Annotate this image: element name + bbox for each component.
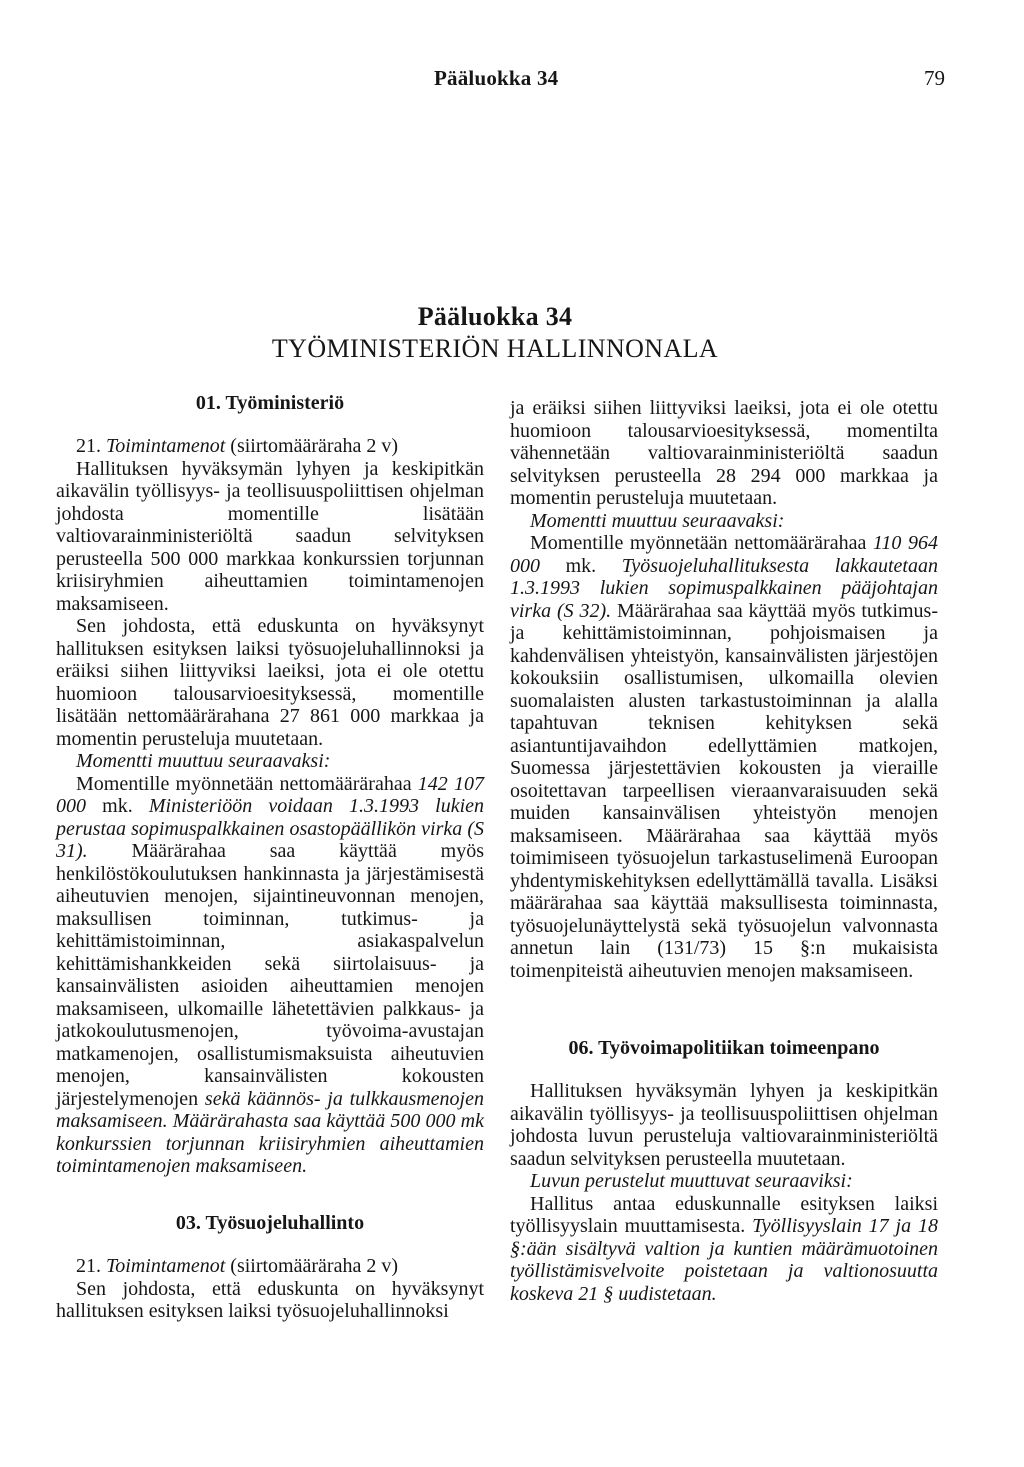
section-01-item-no: 21. (76, 435, 101, 457)
section-03-body-right (510, 397, 938, 982)
section-03-p2-c: mk. (540, 554, 622, 577)
section-01-p3-d: Ministeriöön voidaan 1.3.1993 lukien perustaa sopimuspalkkainen osastopäällikön virka (S 31). (56, 795, 484, 862)
section-01-paragraph-2: Sen johdosta, että eduskunta on hyväksynyt hallituksen esityksen laiksi työsuojeluhallinnoksi ja eräiksi siihen liittyviksi laeiksi, jota ei ole otettu huomioon talousarvioesityksessä, momentille lisätään nettomäärärahana 27 861 000 markkaa ja momentin perusteluja muutetaan. (56, 615, 484, 750)
section-03-paragraph-1-start: Sen johdosta, että eduskunta on hyväksynyt hallituksen esityksen laiksi työsuojeluhallinnoksi (56, 1277, 484, 1322)
section-03-item-desc: (siirtomääräraha 2 v) (225, 1255, 398, 1277)
section-06-p2-b: Työllisyyslain 17 ja 18 §:ään sisältyvä valtion ja kuntien määrämuotoinen työllistämisvelvoite poistetaan ja valtionosuutta koskeva 21 § uudistetaan. (510, 1215, 938, 1305)
section-03-p2-a: Momentille myönnetään nettomäärärahaa (530, 532, 873, 554)
section-03-item-title: Toimintamenot (106, 1255, 226, 1277)
section-01-heading: 01. Työministeriö (195, 392, 345, 414)
section-01-item-desc: (siirtomääräraha 2 v) (225, 435, 398, 457)
chapter-number: Pääluokka 34 (417, 302, 573, 331)
section-03-heading: 03. Työsuojeluhallinto (175, 1212, 365, 1234)
section-01-p3-a: Momentille myönnetään nettomäärärahaa (76, 772, 418, 795)
section-06-p2-a: Hallitus antaa eduskunnalle esityksen laiksi työllisyyslain muuttamisesta. (510, 1192, 938, 1237)
section-03-paragraph-1-continued: ja eräiksi siihen liittyviksi laeiksi, jota ei ole otettu huomioon talousarvioesityksessä, momentilta vähennetään valtiovarainministeriöltä saadun selvityksen perusteella 28 294 000 markkaa ja momentin perusteluja muutetaan. (510, 397, 938, 509)
section-06-changes-label: Luvun perustelut muuttuvat seuraaviksi: (530, 1170, 853, 1192)
section-01-item-line (56, 435, 484, 458)
section-03-item-no: 21. (76, 1255, 101, 1277)
section-03-p2-e: Määrärahaa saa käyttää myös tutkimus- ja kehittämistoiminnan, pohjoismaisen ja kahdenvälisen yhteistyön, kansainvälisten järjestöjen kokouksiin osallistumisen, ulkomailla olevien suomalaisten alusten tarkastustoiminnan ja alalla tapahtuvan teknisen kehityksen sekä asiantuntijavaihdon edellyttämien matkojen, Suomessa järjestettävien kokousten ja vieraille osoitettavan tarpeellisen vieraanvaraisuuden sekä muiden kansainvälisen yhteistyön menojen maksamiseen. Määrärahaa saa käyttää myös toimimiseen työsuojelun tarkastuselimenä Euroopan yhdentymiskehityksen edellyttämällä tavalla. Lisäksi määrärahaa saa käyttää maksullisesta toiminnasta, työsuojelunäyttelystä sekä työsuojelun valvonnasta annetun lain (131/73) 15 §:n mukaisista toimenpiteistä aiheutuvien menojen maksamiseen. (510, 599, 938, 982)
section-01-changes-label: Momentti muuttuu seuraavaksi: (76, 750, 331, 772)
section-06-heading-wrap (510, 1037, 938, 1060)
section-01-p3-c: mk. (86, 795, 149, 817)
section-03-body-left (56, 1255, 484, 1323)
section-03-item-line (56, 1255, 484, 1278)
section-03-p2-d: Työsuojeluhallituksesta lakkautetaan 1.3.1993 lukien sopimuspalkkainen pääjohtajan virka (S 32). (510, 554, 938, 622)
section-03-heading-wrap (56, 1212, 484, 1235)
chapter-title: TYÖMINISTERIÖN HALLINNONALA (271, 334, 719, 363)
section-03-p2-amount: 110 964 000 (510, 532, 938, 577)
section-06-paragraph-1: Hallituksen hyväksymän lyhyen ja keskipitkän aikavälin työllisyys- ja teollisuuspoliittisen ohjelman johdosta luvun perusteluja valtiovarainministeriöltä saadun selvityksen perusteella muutetaan. (510, 1080, 938, 1170)
section-03-changes-label: Momentti muuttuu seuraavaksi: (530, 509, 785, 532)
section-01-heading-wrap (56, 392, 484, 415)
running-head-title: Pääluokka 34 (434, 66, 559, 90)
section-01-paragraph-3 (56, 773, 484, 1178)
section-01-item-title: Toimintamenot (106, 435, 226, 457)
running-head (0, 66, 1024, 94)
section-01-paragraph-1: Hallituksen hyväksymän lyhyen ja keskipitkän aikavälin työllisyys- ja teollisuuspoliittisen ohjelman johdosta momentille lisätään valtiovarainministeriöltä saadun selvityksen perusteella 500 000 markkaa konkurssien torjunnan kriisiryhmien aiheuttamien toimintamenojen maksamiseen. (56, 457, 484, 615)
section-01-p3-f: sekä käännös- ja tulkkausmenojen maksamiseen. Määrärahasta saa käyttää 500 000 mk konkurssien torjunnan kriisiryhmien aiheuttamien toimintamenojen maksamiseen. (56, 1087, 484, 1177)
section-01-p3-e: Määrärahaa saa käyttää myös henkilöstökoulutuksen hankinnasta ja järjestämisestä aiheutuvien menojen, sijaintineuvonnan menojen, maksullisen toiminnan, tutkimus- ja kehittämistoiminnan, asiakaspalvelun kehittämishankkeiden sekä siirtolaisuus- ja kansainvälisten asioiden aiheuttamien menojen maksamiseen, ulkomaille lähetettävien palkkaus- ja jatkokoulutusmenojen, työvoima-avustajan matkamenojen, osallistumismaksuista aiheutuvien menojen, kansainvälisten kokousten järjestelymenojen (56, 840, 484, 1110)
section-01-p3-amount: 142 107 000 (56, 772, 484, 817)
page-number: 79 (924, 66, 945, 90)
section-06-body (510, 1080, 938, 1305)
section-03-paragraph-2 (510, 532, 938, 982)
section-06-paragraph-2 (510, 1193, 938, 1306)
section-01-body (56, 435, 484, 1178)
section-06-heading: 06. Työvoimapolitiikan toimeenpano (568, 1037, 880, 1059)
